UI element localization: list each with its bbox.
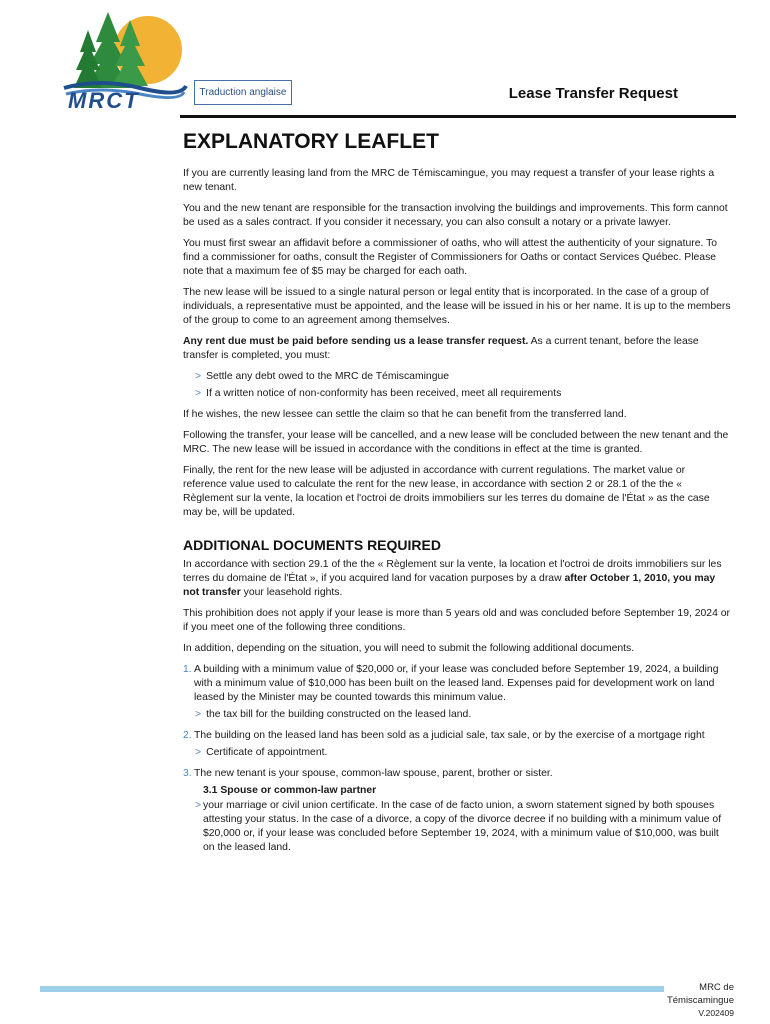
footer-version: V.202409 xyxy=(698,1008,734,1018)
list-item: > Certificate of appointment. xyxy=(195,747,328,758)
bullet-arrow-icon: > xyxy=(195,800,202,811)
rent-warning: Any rent due must be paid before sending us a lease transfer request. xyxy=(183,336,529,347)
paragraph-4: The new lease will be issued to a single natural person or legal entity that is incorporated. In the case of a group of individuals, a representative must be appointed, and the lease will be issued in his or her name. It is up to the members of the group to come to an agreement among themselves. xyxy=(183,287,731,326)
paragraph-2: You and the new tenant are responsible for the transaction involving the buildings and improvements. This form cannot be used as a sales contract. If you consider it necessary, you can also consult a notary or a private lawyer. xyxy=(183,203,728,228)
bullet-arrow-icon: > xyxy=(195,709,202,720)
list-item: > Settle any debt owed to the MRC de Témiscamingue xyxy=(195,371,450,382)
numbered-item-3: 3. The new tenant is your spouse, common-law spouse, parent, brother or sister. xyxy=(183,768,553,779)
list-item: > your marriage or civil union certificate. In the case of de facto union, a sworn statement signed by both spouses attesting your status. In the case of a divorce, a copy of the divorce decree if no building with a minimum value of $20,000 or, if your lease was concluded before September 19, 2024, with a minimum value of $10,000, was built on the leased land. xyxy=(195,800,722,853)
paragraph-5 xyxy=(183,335,731,363)
additional-paragraph-3: In addition, depending on the situation, you will need to submit the following additional documents. xyxy=(183,643,635,654)
paragraph-3: You must first swear an affidavit before a commissioner of oaths, who will attest the authenticity of your signature. To find a commissioner for oaths, consult the Register of Commissioners for Oaths or contact Services Québec. Please note that a maximum fee of $5 may be charged for each oath. xyxy=(183,238,718,277)
bullet-arrow-icon: > xyxy=(195,747,202,758)
translation-label: Traduction anglaise xyxy=(194,80,292,105)
list-item: > If a written notice of non-conformity has been received, meet all requirements xyxy=(195,388,562,399)
footer-org-line1: MRC de xyxy=(699,982,734,993)
paragraph-8: Finally, the rent for the new lease will be adjusted in accordance with current regulations. The market value or reference value used to calculate the rent for the new lease, in accordance with section 2 or 28.1 of the the « Règlement sur la vente, la location et l'octroi de droits immobiliers sur les terres du domaine de l'État » as the case may be, will be updated. xyxy=(183,465,710,518)
page-title: EXPLANATORY LEAFLET xyxy=(183,130,439,153)
additional-paragraph-1: In accordance with section 29.1 of the the « Règlement sur la vente, la location et l'octroi de droits immobiliers sur les terres du domaine de l'État », if you acquired land for vacation purposes by a draw after October 1, 2010, you may not transfer your leasehold rights. xyxy=(183,559,722,598)
document-body xyxy=(183,128,731,858)
bullet-arrow-icon: > xyxy=(195,388,202,399)
paragraph-5-rest: As a current tenant, before the lease transfer is completed, you must: xyxy=(183,336,699,361)
list-item: > the tax bill for the building constructed on the leased land. xyxy=(195,709,472,720)
section-heading: ADDITIONAL DOCUMENTS REQUIRED xyxy=(183,537,441,553)
numbered-item-1: 1. A building with a minimum value of $20,000 or, if your lease was concluded before September 19, 2024, a building with a minimum value of $10,000 has been built on the leased land. Expenses paid for development work on land leased by the Minister may be counted towards this minimum value. xyxy=(183,664,719,703)
numbered-item-2: 2. The building on the leased land has been sold as a judicial sale, tax sale, or by the exercise of a mortgage right xyxy=(183,730,705,741)
paragraph-6: If he wishes, the new lessee can settle the claim so that he can benefit from the transferred land. xyxy=(183,409,627,420)
additional-paragraph-2: This prohibition does not apply if your lease is more than 5 years old and was concluded before September 19, 2024 or if you meet one of the following three conditions. xyxy=(183,608,730,633)
paragraph-1: If you are currently leasing land from the MRC de Témiscamingue, you may request a transfer of your lease rights a new tenant. xyxy=(183,168,715,193)
subsection-heading: 3.1 Spouse or common-law partner xyxy=(203,785,377,796)
paragraph-7: Following the transfer, your lease will be cancelled, and a new lease will be concluded between the new tenant and the MRC. The new lease will be issued in accordance with the conditions in effect at the time is granted. xyxy=(183,430,729,455)
footer-bar xyxy=(40,986,664,992)
document-title: Lease Transfer Request xyxy=(508,85,678,102)
bullet-arrow-icon: > xyxy=(195,371,202,382)
logo-text: MRCT xyxy=(68,88,140,113)
footer-org-line2: Témiscamingue xyxy=(666,995,734,1006)
footer xyxy=(667,981,734,1020)
header-divider xyxy=(180,115,736,118)
